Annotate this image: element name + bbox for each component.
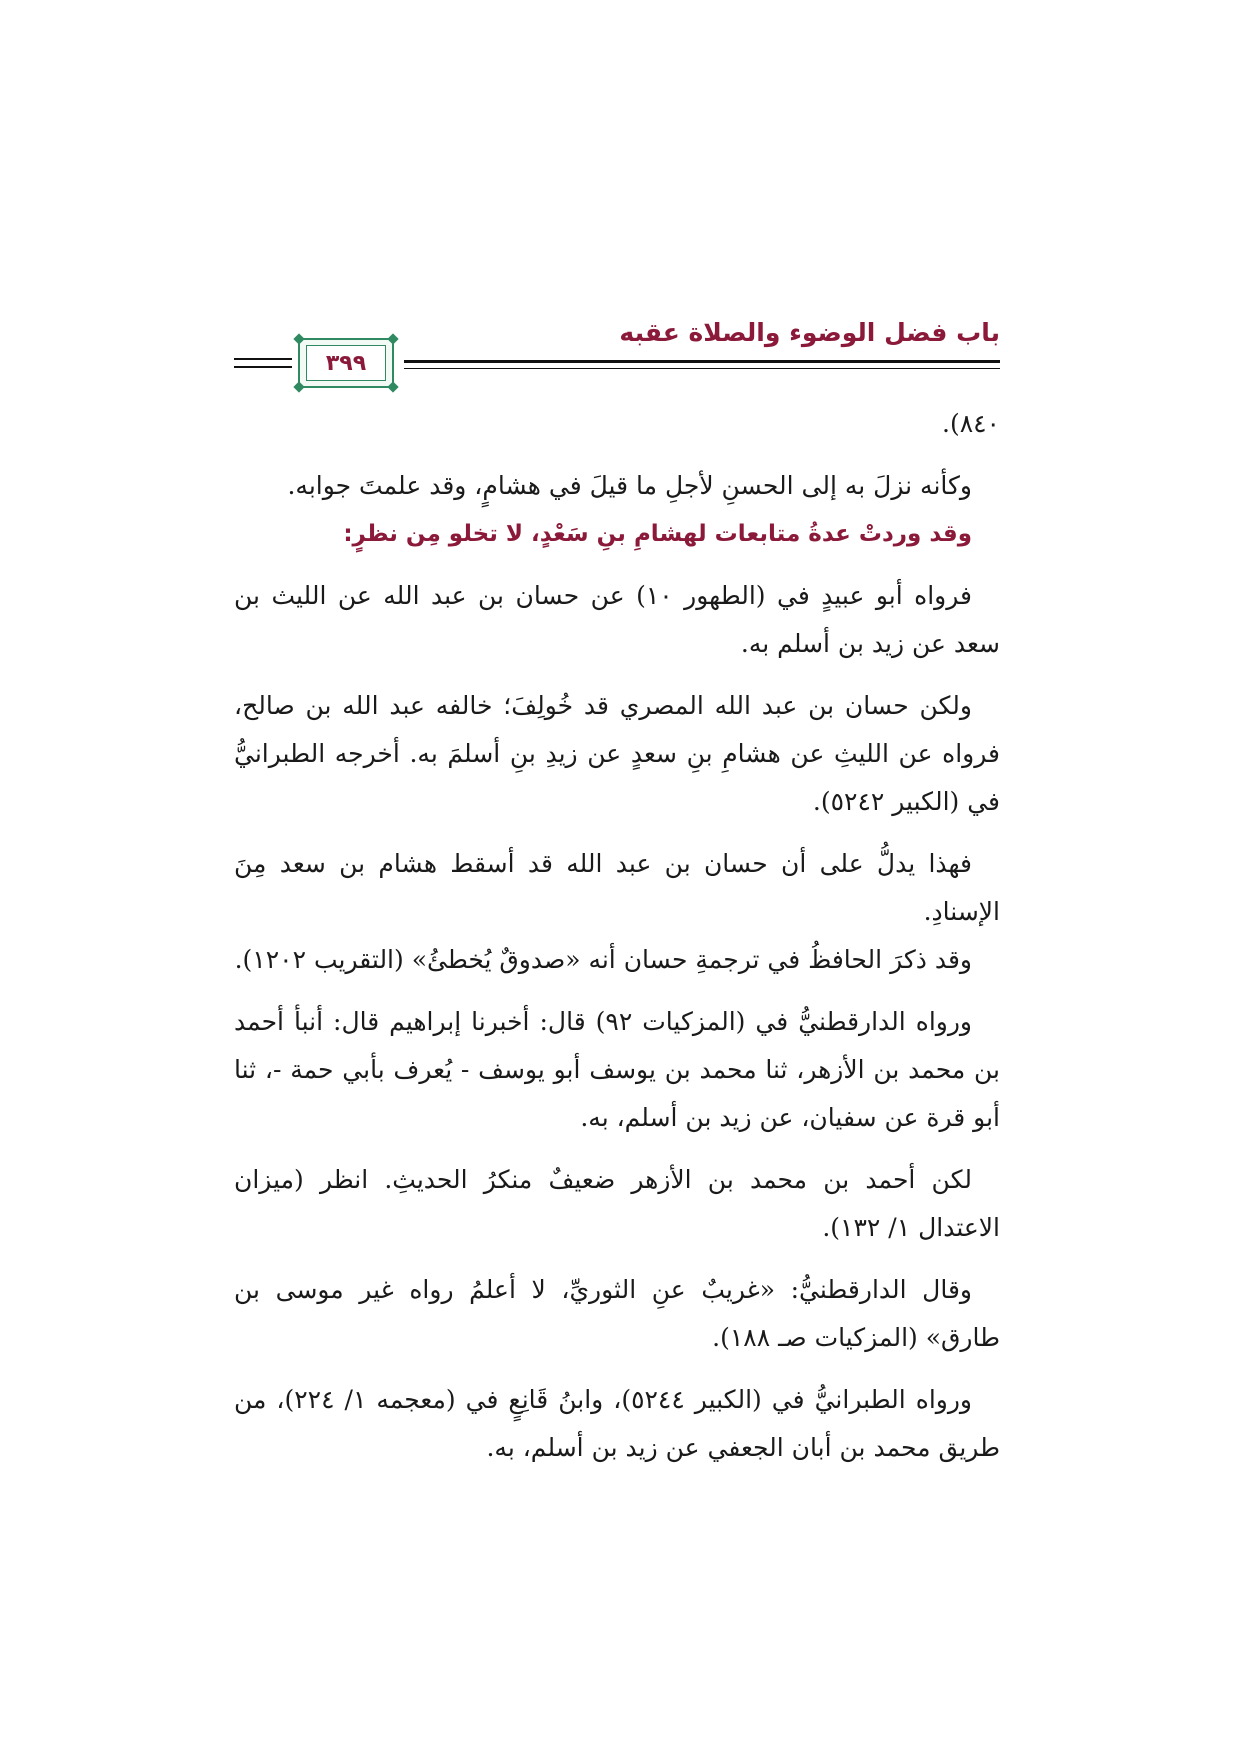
page-body [234,400,1000,1472]
ornament-corner-icon [293,333,304,344]
paragraph-8: لكن أحمد بن محمد بن الأزهر ضعيفٌ منكرُ الحديثِ. انظر (ميزان الاعتدال ١/ ١٣٢). [234,1165,1000,1242]
page-number-badge [298,338,394,388]
page-number: ٣٩٩ [325,350,367,376]
section-heading: وقد وردتْ عدةُ متابعات لهشامِ بنِ سَعْدٍ، لا تخلو مِن نظرٍ: [343,521,972,547]
ornament-corner-icon [387,381,398,392]
paragraph-2: وكأنه نزلَ به إلى الحسنِ لأجلِ ما قيلَ في هشامٍ، وقد علمتَ جوابه. [287,471,972,500]
header-rule-bottom [404,368,1000,369]
paragraph-9: وقال الدارقطنيُّ: «غريبٌ عنِ الثوريِّ، لا أعلمُ رواه غير موسى بن طارق» (المزكيات صـ ١٨٨). [234,1275,1000,1352]
paragraph-5: فهذا يدلُّ على أن حسان بن عبد الله قد أسقط هشام بن سعد مِنَ الإسنادِ. [234,849,1000,926]
paragraph-3: فرواه أبو عبيدٍ في (الطهور ١٠) عن حسان بن عبد الله عن الليث بن سعد عن زيد بن أسلم به. [234,581,1000,658]
header-rule-left-top [234,358,292,360]
paragraph-10: ورواه الطبرانيُّ في (الكبير ٥٢٤٤)، وابنُ قَانِعٍ في (معجمه ١/ ٢٢٤)، من طريق محمد بن أبان الجعفي عن زيد بن أسلم، به. [234,1385,1000,1462]
ornament-corner-icon [387,333,398,344]
header-rule-left-bottom [234,366,292,368]
paragraph-4: ولكن حسان بن عبد الله المصري قد خُولِفَ؛ خالفه عبد الله بن صالح، فرواه عن الليثِ عن هشامِ بنِ سعدٍ عن زيدِ بنِ أسلمَ به. أخرجه الطبرانيُّ في (الكبير ٥٢٤٢). [234,691,1000,816]
paragraph-1: ٨٤٠). [942,409,1000,438]
ornament-corner-icon [293,381,304,392]
paragraph-6: وقد ذكرَ الحافظُ في ترجمةِ حسان أنه «صدوقٌ يُخطئُ» (التقريب ١٢٠٢). [234,945,972,974]
page-number-frame [306,345,386,381]
paragraph-7: ورواه الدارقطنيُّ في (المزكيات ٩٢) قال: أخبرنا إبراهيم قال: أنبأ أحمد بن محمد بن الأزهر، ثنا محمد بن يوسف أبو يوسف - يُعرف بأبي حمة -، ثنا أبو قرة عن سفيان، عن زيد بن أسلم، به. [234,1007,1000,1132]
header-rule-top [404,360,1000,363]
running-header [234,318,1000,390]
chapter-title: باب فضل الوضوء والصلاة عقبه [619,318,1000,347]
